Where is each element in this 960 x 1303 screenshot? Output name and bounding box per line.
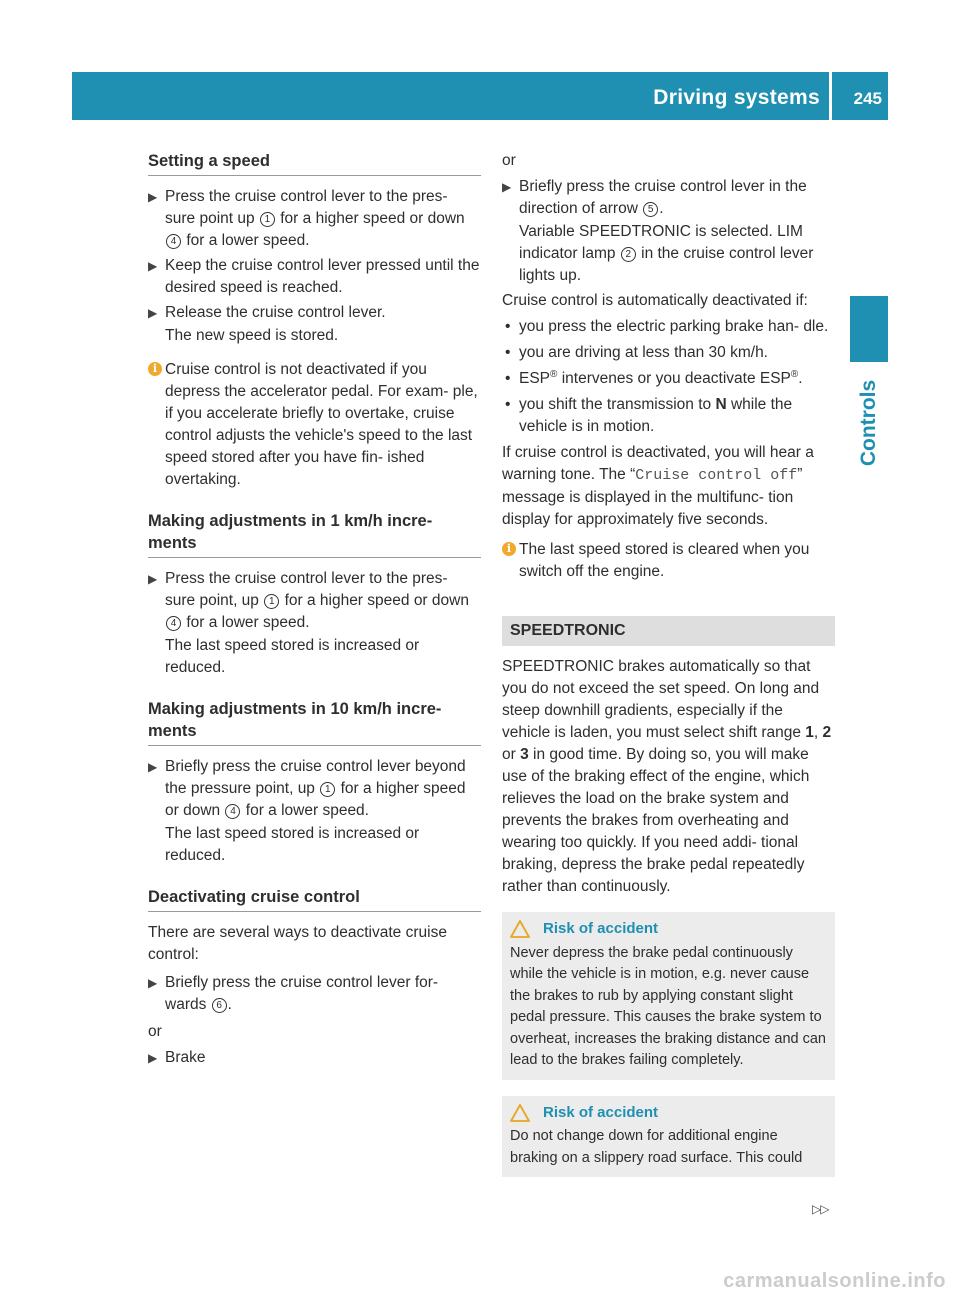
list-item: • you press the electric parking brake han- dle. xyxy=(505,318,829,335)
or-text: or xyxy=(502,152,516,169)
speedtronic-body: SPEEDTRONIC brakes automatically so that you do not exceed the set speed. On long and steep downhill gradients, especially if the vehicle is laden, you must select shift range 1, 2 or 3 in good time. By doing so, you will make use of the braking effect of the engine, which relieves the load on the brake system and prevents the brakes from overheating and wearing too quickly. If you need addi- tional braking, depress the brake pedal repeatedly rather than continuously. xyxy=(502,658,832,895)
section-bar-speedtronic: SPEEDTRONIC xyxy=(502,616,835,646)
side-tab-marker xyxy=(850,296,888,362)
heading-adjust-1kmh: Making adjustments in 1 km/h incre- ments xyxy=(148,510,481,558)
side-tab-label: Controls xyxy=(857,379,880,467)
right-column xyxy=(502,150,835,1177)
or-text: or xyxy=(148,1023,162,1040)
warning-text: Do not change down for additional engine braking on a slippery road surface. This could xyxy=(510,1128,803,1166)
callout-4: 4 xyxy=(166,616,181,631)
continued-arrows-icon: ▷▷ xyxy=(812,1202,829,1216)
callout-1: 1 xyxy=(320,782,335,797)
step-adjust-10kmh: ▶ Briefly press the cruise control lever beyond the pressure point, up 1 for a higher speed or down 4 for a lower speed. The last speed stored is increased or reduced. xyxy=(148,756,481,867)
step-arrow-icon: ▶ xyxy=(148,306,158,320)
step-press-lever: ▶ Press the cruise control lever to the pres- sure point up 1 for a higher speed or down 4 for a lower speed. xyxy=(148,188,465,249)
step-arrow-icon: ▶ xyxy=(148,572,158,586)
step-keep-pressed: ▶ Keep the cruise control lever pressed until the desired speed is reached. xyxy=(148,257,480,296)
warning-triangle-icon xyxy=(510,920,530,938)
callout-2: 2 xyxy=(621,247,636,262)
step-arrow-icon: ▶ xyxy=(502,180,512,194)
auto-deactivate-intro: Cruise control is automatically deactivated if: xyxy=(502,292,808,309)
display-message: Cruise control off xyxy=(635,467,798,484)
step-arrow-icon: ▶ xyxy=(148,259,158,273)
callout-5: 5 xyxy=(643,202,658,217)
heading-adjust-10kmh: Making adjustments in 10 km/h incre- ments xyxy=(148,698,481,746)
list-item: • you are driving at less than 30 km/h. xyxy=(505,344,768,361)
callout-1: 1 xyxy=(264,594,279,609)
warning-box-slippery xyxy=(502,1096,835,1178)
callout-1: 1 xyxy=(260,212,275,227)
info-note-accelerator: i Cruise control is not deactivated if you depress the accelerator pedal. For exam- ple, if you accelerate briefly to overtake, cruise control adjusts the vehicle's speed to the last speed stored after you have fin- ished overtaking. xyxy=(148,359,481,491)
warning-tone-text: If cruise control is deactivated, you will hear a warning tone. The “Cruise control off” message is displayed in the multifunc- tion display for approximately five seconds. xyxy=(502,444,814,528)
callout-6: 6 xyxy=(212,998,227,1013)
warning-triangle-icon xyxy=(510,1104,530,1122)
warning-heading: Risk of accident xyxy=(510,918,827,940)
watermark: carmanualsonline.info xyxy=(723,1270,946,1292)
step-adjust-1kmh: ▶ Press the cruise control lever to the pres- sure point, up 1 for a higher speed or down 4 for a lower speed. The last speed stored is increased or reduced. xyxy=(148,568,481,679)
step-result: The last speed stored is increased or reduced. xyxy=(165,637,420,676)
step-result: The new speed is stored. xyxy=(165,327,339,344)
step-arrow-icon: ▶ xyxy=(148,760,158,774)
step-result: Variable SPEEDTRONIC is selected. LIM indicator lamp 2 in the cruise control lever lights up. xyxy=(519,223,814,284)
callout-4: 4 xyxy=(166,234,181,249)
step-arrow-icon: ▶ xyxy=(148,976,158,990)
info-icon: i xyxy=(502,542,516,556)
warning-heading: Risk of accident xyxy=(510,1102,827,1124)
step-release: ▶ Release the cruise control lever. The new speed is stored. xyxy=(148,302,481,347)
list-item: • you shift the transmission to N while the vehicle is in motion. xyxy=(505,396,793,435)
step-result: The last speed stored is increased or reduced. xyxy=(165,825,420,864)
info-note-speed-cleared: i The last speed stored is cleared when you switch off the engine. xyxy=(502,539,835,583)
list-item: • ESP® intervenes or you deactivate ESP®. xyxy=(505,368,803,387)
chapter-title: Driving systems xyxy=(653,86,820,109)
step-press-arrow5: ▶ Briefly press the cruise control lever in the direction of arrow 5 . Variable SPEEDTRONIC is selected. LIM indicator lamp 2 in the cruise control lever lights up. xyxy=(502,176,835,287)
heading-setting-speed: Setting a speed xyxy=(148,150,481,176)
info-icon: i xyxy=(148,362,162,376)
warning-box-brake-pedal xyxy=(502,912,835,1080)
warning-text: Never depress the brake pedal continuously while the vehicle is in motion, e.g. never cause the brakes to rub by applying constant slight pedal pressure. This causes the brake system to overheat, increases the braking distance and can lead to the brakes failing completely. xyxy=(510,944,826,1068)
step-press-forwards: ▶ Briefly press the cruise control lever for- wards 6 . xyxy=(148,974,439,1013)
header-bar xyxy=(72,72,888,120)
left-column xyxy=(148,150,481,1072)
deactivate-intro: There are several ways to deactivate cruise control: xyxy=(148,924,447,963)
heading-deactivating: Deactivating cruise control xyxy=(148,886,481,912)
callout-4: 4 xyxy=(225,804,240,819)
step-brake: ▶ Brake xyxy=(148,1047,481,1069)
step-arrow-icon: ▶ xyxy=(148,190,158,204)
header-separator xyxy=(829,72,832,120)
page-number: 245 xyxy=(853,89,882,108)
step-arrow-icon: ▶ xyxy=(148,1051,158,1065)
